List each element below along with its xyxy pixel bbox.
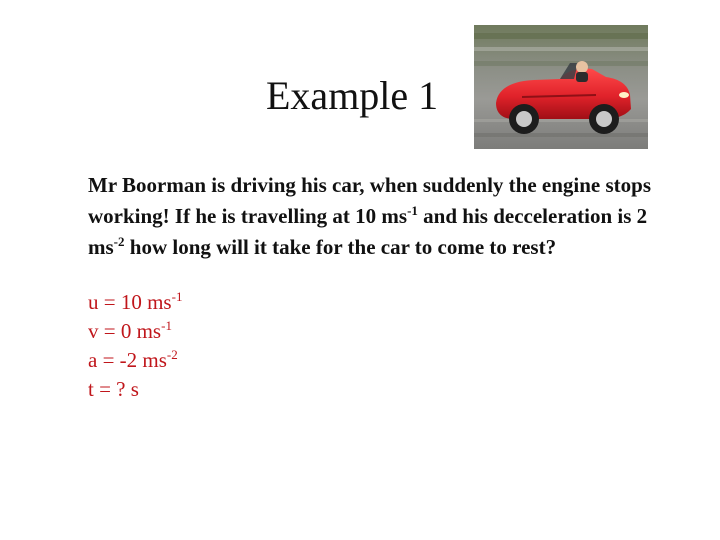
question-sup-2: -2 [113,234,125,249]
question-part-2: and his decceleration is 2 ms [88,204,648,259]
given-u-text: u = 10 ms [88,290,172,314]
given-u [88,288,182,317]
given-t-text: t = ? s [88,377,139,401]
givens-list [88,288,182,404]
question-part-3: how long will it take for the car to come to rest? [124,235,557,259]
given-u-unit-sup: -1 [171,289,183,304]
given-v-unit-sup: -1 [161,318,172,333]
given-t [88,375,182,404]
slide-title: Example 1 [266,73,439,118]
question-part-1: Mr Boorman is driving his car, when suddenly the engine stops working! If he is travelling at 10 ms [88,173,652,228]
given-a-text: a = -2 ms [88,348,167,372]
given-v [88,317,182,346]
car-photo [474,25,648,149]
question-sup-1: -1 [407,203,418,218]
question-text [88,170,668,263]
given-v-text: v = 0 ms [88,319,162,343]
given-a-unit-sup: -2 [166,347,178,362]
given-a [88,346,182,375]
